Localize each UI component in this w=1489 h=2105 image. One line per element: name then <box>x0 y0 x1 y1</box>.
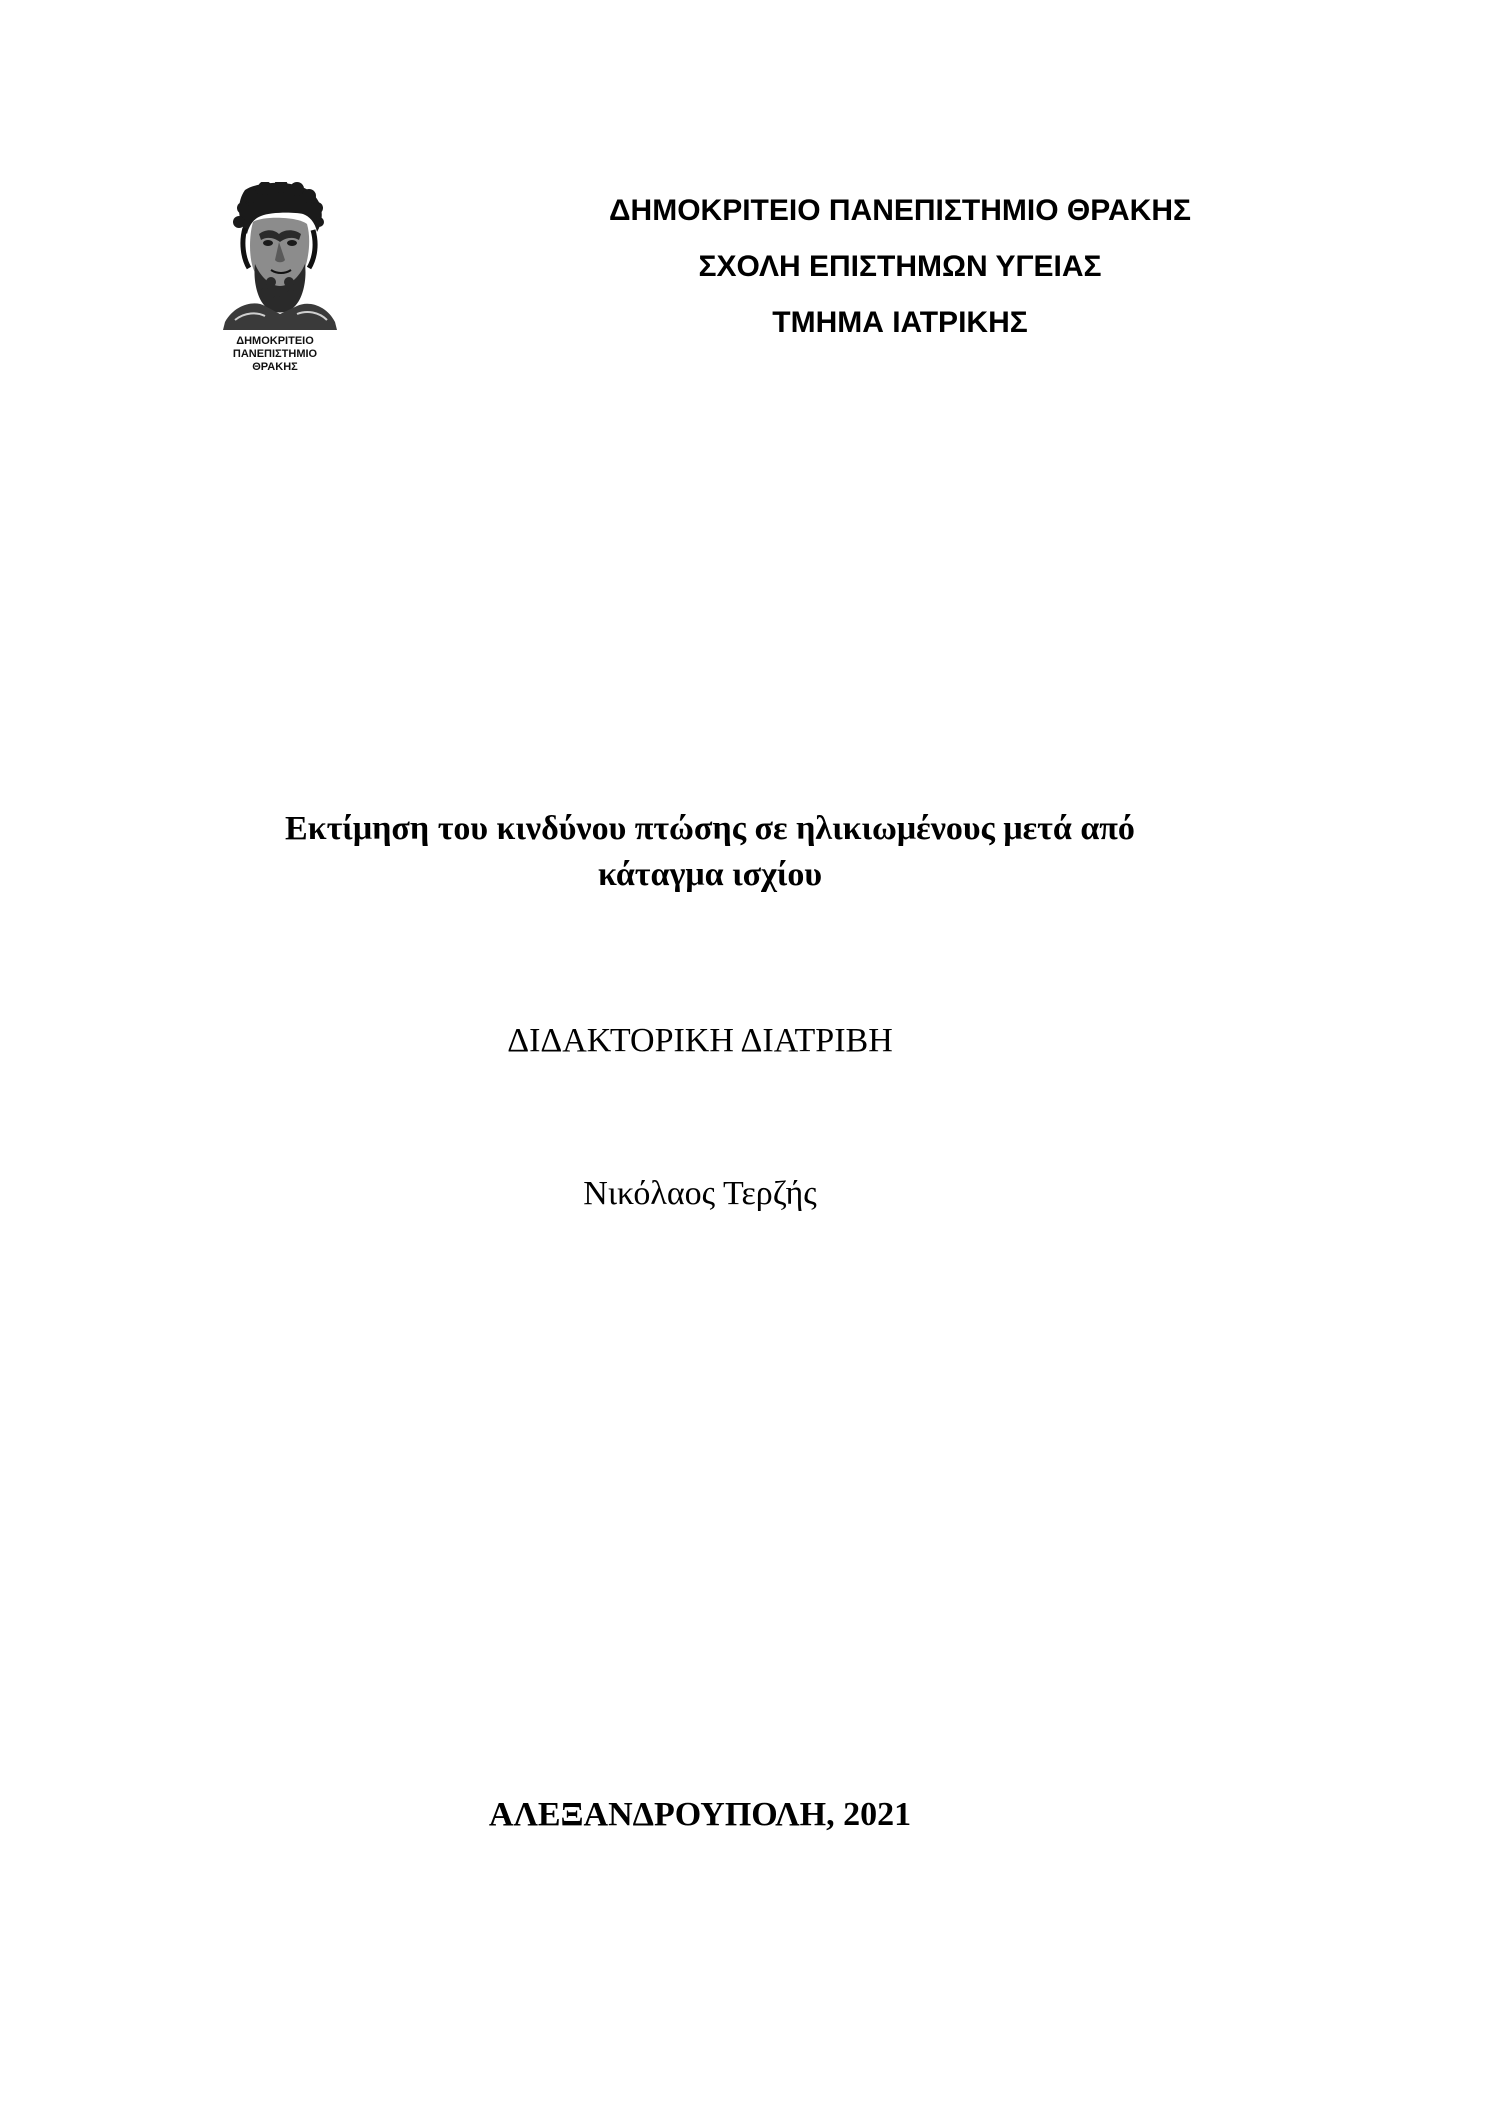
democritus-bust-seal-icon <box>205 182 345 374</box>
logo-text-line-2: ΠΑΝΕΠΙΣΤΗΜΙΟ <box>232 348 318 360</box>
thesis-title-line-2: κάταγμα ισχίου <box>597 856 823 893</box>
school-name: ΣΧΟΛΗ ΕΠΙΣΤΗΜΩΝ ΥΓΕΙΑΣ <box>698 250 1102 283</box>
logo-text-line-1: ΔΗΜΟΚΡΙΤΕΙΟ <box>236 335 314 347</box>
department-name: ΤΜΗΜΑ ΙΑΤΡΙΚΗΣ <box>772 306 1028 339</box>
logo-text-line-3: ΘΡΑΚΗΣ <box>252 361 298 373</box>
thesis-title <box>160 806 1260 898</box>
university-logo <box>205 182 345 374</box>
university-name: ΔΗΜΟΚΡΙΤΕΙΟ ΠΑΝΕΠΙΣΤΗΜΙΟ ΘΡΑΚΗΣ <box>608 194 1191 227</box>
institution-header <box>440 183 1360 351</box>
place-and-year: ΑΛΕΞΑΝΔΡΟΥΠΟΛΗ, 2021 <box>488 1796 912 1833</box>
author-name: Νικόλαος Τερζής <box>583 1175 817 1212</box>
document-type: ΔΙΔΑΚΤΟΡΙΚΗ ΔΙΑΤΡΙΒΗ <box>507 1022 893 1059</box>
thesis-title-line-1: Εκτίμηση του κινδύνου πτώσης σε ηλικιωμένους μετά από <box>285 810 1135 847</box>
